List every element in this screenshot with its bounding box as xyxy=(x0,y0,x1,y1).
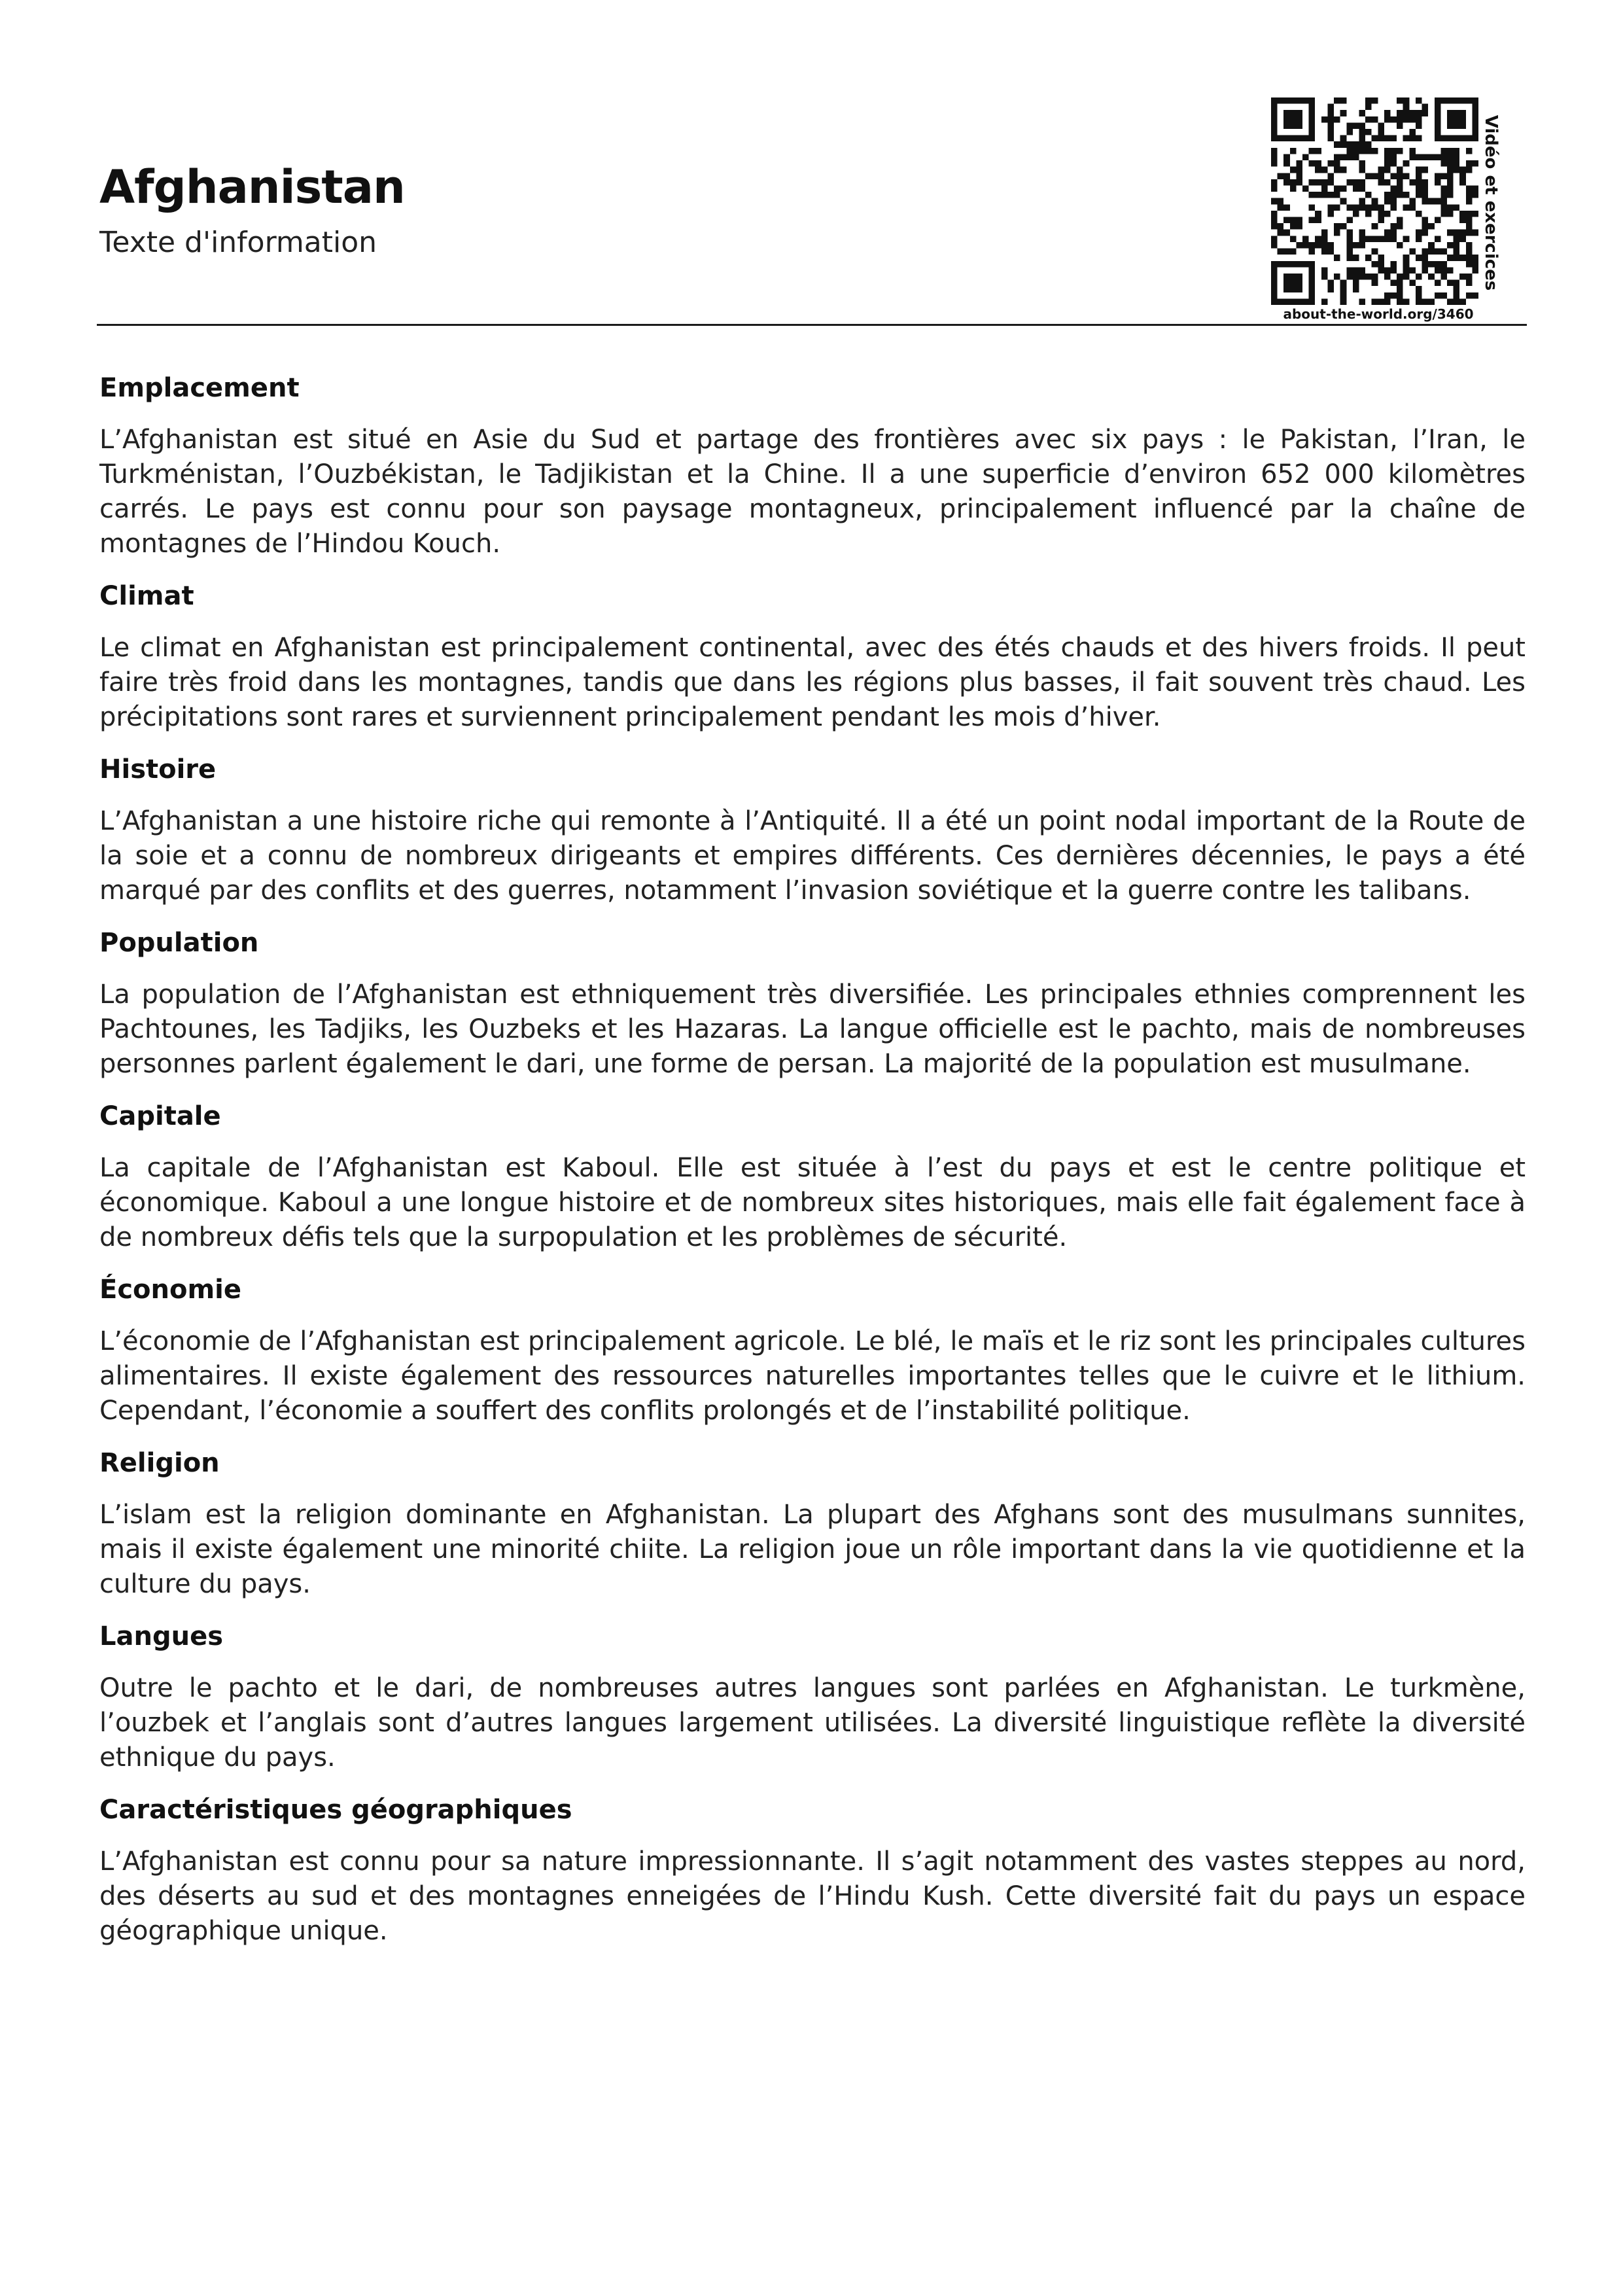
document-subtitle: Texte d'information xyxy=(99,226,377,259)
section-heading: Caractéristiques géographiques xyxy=(99,1795,572,1825)
section-emplacement xyxy=(99,370,1526,561)
document-title: Afghanistan xyxy=(99,160,405,214)
section-paragraph: L’économie de l’Afghanistan est principalement agricole. Le blé, le maïs et le riz sont les principales cultures alimentaires. Il existe également des ressources naturelles importantes telles que le cuivre et le lithium. Cependant, l’économie a souffert des conflits prolongés et de l’instabilité politique. xyxy=(99,1326,1526,1426)
qr-code-icon[interactable] xyxy=(1271,97,1478,305)
section-paragraph: L’islam est la religion dominante en Afghanistan. La plupart des Afghans sont des musulmans sunnites, mais il existe également une minorité chiite. La religion joue un rôle important dans la vie quotidienne et la culture du pays. xyxy=(99,1500,1526,1599)
section-heading: Économie xyxy=(99,1275,241,1305)
section-caracteristiques-geographiques xyxy=(99,1792,1526,1949)
document-body xyxy=(99,370,1526,1966)
section-paragraph: La population de l’Afghanistan est ethniquement très diversifiée. Les principales ethnies comprennent les Pachtounes, les Tadjiks, les Ouzbeks et les Hazaras. La langue officielle est le pachto, mais de nombreuses personnes parlent également le dari, une forme de persan. La majorité de la population est musulmane. xyxy=(99,980,1526,1079)
section-langues xyxy=(99,1619,1526,1775)
section-religion xyxy=(99,1445,1526,1602)
section-heading: Population xyxy=(99,928,259,958)
section-heading: Climat xyxy=(99,581,194,611)
qr-url-label[interactable]: about-the-world.org/3460 xyxy=(1283,306,1474,322)
section-histoire xyxy=(99,752,1526,908)
section-heading: Capitale xyxy=(99,1101,221,1131)
section-heading: Religion xyxy=(99,1448,220,1478)
section-heading: Langues xyxy=(99,1621,224,1651)
section-paragraph: L’Afghanistan a une histoire riche qui remonte à l’Antiquité. Il a été un point nodal important de la Route de la soie et a connu de nombreux dirigeants et empires différents. Ces dernières décennies, le pays a été marqué par des conflits et des guerres, notamment l’invasion soviétique et la guerre contre les talibans. xyxy=(99,806,1526,906)
section-paragraph: La capitale de l’Afghanistan est Kaboul. Elle est située à l’est du pays et est le centre politique et économique. Kaboul a une longue histoire et de nombreux sites historiques, mais elle fait également face à de nombreux défis tels que la surpopulation et les problèmes de sécurité. xyxy=(99,1153,1526,1252)
section-population xyxy=(99,925,1526,1082)
section-paragraph: L’Afghanistan est situé en Asie du Sud et partage des frontières avec six pays : le Pakistan, l’Iran, le Turkménistan, l’Ouzbékistan, le Tadjikistan et la Chine. Il a une superficie d’environ 652 000 kilomètres carrés. Le pays est connu pour son paysage montagneux, principalement influencé par la chaîne de montagnes de l’Hindou Kouch. xyxy=(99,425,1526,559)
section-paragraph: Outre le pachto et le dari, de nombreuses autres langues sont parlées en Afghanistan. Le turkmène, l’ouzbek et l’anglais sont d’autres langues largement utilisées. La diversité linguistique reflète la diversité ethnique du pays. xyxy=(99,1673,1526,1773)
section-economie xyxy=(99,1272,1526,1428)
qr-side-label: Vidéo et exercices xyxy=(1481,115,1501,291)
header-divider xyxy=(97,324,1527,326)
section-heading: Emplacement xyxy=(99,373,300,403)
section-climat xyxy=(99,578,1526,735)
section-heading: Histoire xyxy=(99,754,217,785)
section-paragraph: Le climat en Afghanistan est principalement continental, avec des étés chauds et des hivers froids. Il peut faire très froid dans les montagnes, tandis que dans les régions plus basses, il fait souvent très chaud. Les précipitations sont rares et surviennent principalement pendant les mois d’hiver. xyxy=(99,633,1526,732)
section-capitale xyxy=(99,1099,1526,1255)
section-paragraph: L’Afghanistan est connu pour sa nature impressionnante. Il s’agit notamment des vastes steppes au nord, des déserts au sud et des montagnes enneigées de l’Hindu Kush. Cette diversité fait du pays un espace géographique unique. xyxy=(99,1846,1526,1946)
